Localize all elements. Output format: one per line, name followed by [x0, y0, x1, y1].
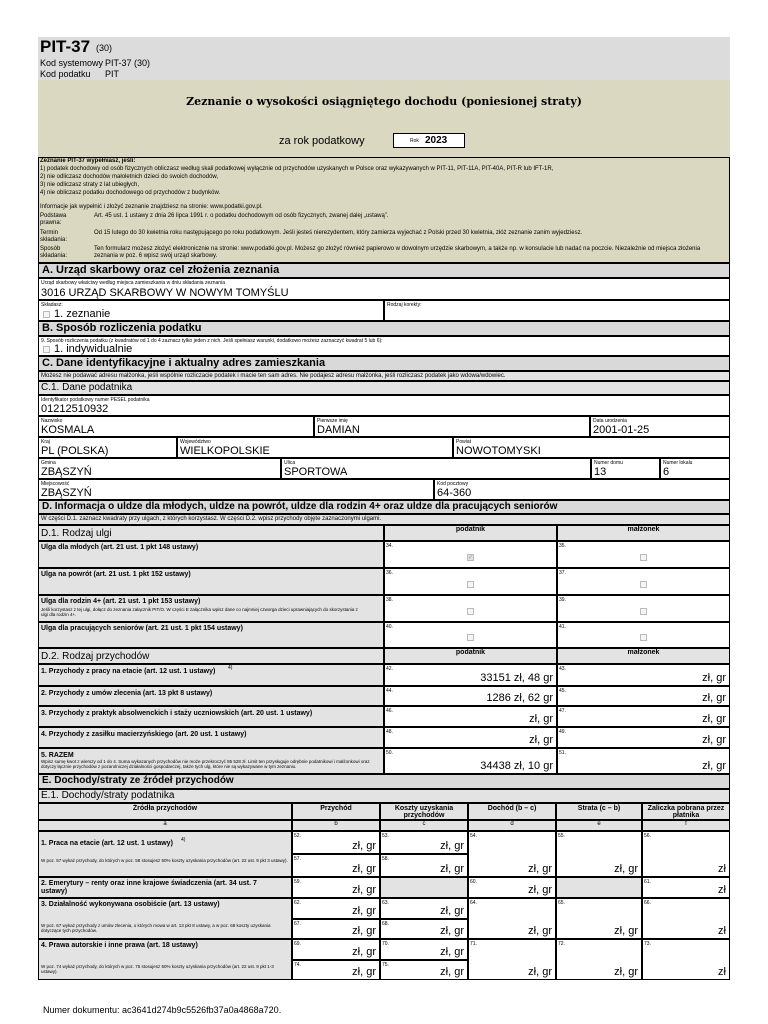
income-label: 1. Przychody z pracy na etacie (art. 12 ust. 1 ustawy) [41, 668, 216, 675]
income-source-cell [38, 898, 292, 939]
field-number: 72. [558, 941, 565, 947]
year-small-label: Rok [410, 138, 419, 144]
tax-office-field[interactable] [38, 278, 730, 300]
method-label: Sposób składania: [40, 246, 68, 259]
commune-label: Gmina [41, 460, 56, 466]
method-text: Ten formularz możesz złożyć elektronicznie na stronie: www.podatki.gov.pl. Możesz go złożyć również papierowo w dowolnym urzędzie skarbowym, a także np. w konsulacie lub nadać na poczcie. Niezależnie od miejsca złożenia zeznania w poz. 6 wpisz swój urząd skarbowy. [94, 246, 701, 259]
intro-info: Informacje jak wypełnić i złożyć zeznanie znajdziesz na stronie: www.podatki.gov.pl. [40, 204, 263, 210]
field-number: 59. [294, 879, 301, 885]
section-c-note: Możesz nie podawać adresu małżonka, jeśli wspólnie rozliczacie podatek i macie ten sam adres. Nie podajesz adresu małżonka, jeśli rozliczasz podatek jako wdowa/wdowiec. [41, 373, 506, 379]
amount-unit: zł, gr [440, 905, 464, 917]
income-label-cell [38, 664, 384, 686]
amount-field[interactable] [642, 831, 730, 877]
relief-sublabel: Jeśli korzystasz z tej ulgi, dołącz do zeznania załącznik PIT/O. W części E załącznika wpisz dane co najmniej czworga dzieci uprawniających do skorzystania z ulgi dla rodzin 4+. [41, 607, 358, 617]
amount-field[interactable] [468, 831, 556, 877]
field-number: 34. [386, 543, 393, 549]
income-source-label: 4. Prawa autorskie i inne prawa (art. 18 ustawy) [41, 942, 198, 949]
settlement-method-field[interactable] [38, 336, 730, 356]
checkbox[interactable] [467, 608, 474, 615]
section-d-note-box [38, 514, 730, 525]
country-label: Kraj [41, 439, 50, 445]
field-number: 52. [294, 833, 301, 839]
table-header-cell: Przychód [292, 803, 380, 820]
amount-unit: zł, gr [614, 966, 638, 978]
amount-field[interactable] [292, 831, 380, 854]
amount-unit: zł [718, 884, 726, 896]
filing-type-field[interactable] [38, 300, 384, 321]
income-source-footnote: 4) [181, 837, 186, 843]
checkbox[interactable] [640, 634, 647, 641]
income-source-label: 2. Emerytury – renty oraz inne krajowe świadczenia (art. 34 ust. 7 ustawy) [41, 880, 257, 895]
table-header-cell: Koszty uzyskania przychodów [380, 803, 468, 820]
firstname-field[interactable] [314, 416, 590, 437]
amount-field[interactable] [642, 898, 730, 939]
table-header-cell: Źródła przychodów [38, 803, 292, 820]
year-box [393, 133, 465, 148]
field-number: 66. [644, 900, 651, 906]
field-number: 40. [386, 624, 393, 630]
relief-label: Ulga dla rodzin 4+ (art. 21 ust. 1 pkt 153 ustawy) [41, 598, 201, 605]
relief-label-cell [38, 568, 384, 595]
amount-field[interactable] [380, 939, 468, 960]
c1-title: C.1. Dane podatnika [38, 381, 730, 395]
table-header-letter: c [380, 820, 468, 831]
amount: zł, gr [529, 713, 553, 725]
table-header-cell: Strata (c – b) [556, 803, 642, 820]
table-header-letter: b [292, 820, 380, 831]
surname-value: KOSMALA [41, 424, 95, 436]
amount-unit: zł, gr [528, 925, 552, 937]
amount-field[interactable] [292, 939, 380, 960]
income-source-cell [38, 877, 292, 898]
d1-col-taxpayer: podatnik [384, 525, 557, 541]
flat-number-label: Numer lokalu [663, 460, 693, 466]
amount-unit: zł [718, 925, 726, 937]
income-label-cell [38, 706, 384, 727]
amount-field[interactable] [292, 919, 380, 939]
intro-line1: 1) podatek dochodowy od osób fizycznych obliczasz według skali podatkowej wyłącznie od przychodów uzyskanych w Polsce oraz wykazywanych w PIT-11, PIT-11A, PIT-40A, PIT-R lub IFT-1R, [40, 166, 554, 172]
amount-field[interactable] [468, 898, 556, 939]
field-number: 58. [382, 856, 389, 862]
field-number: 69. [294, 941, 301, 947]
income-source-sublabel: W poz. 67 wykaż przychody z umów zlecenia, o których mowa w art. 13 pkt 8 ustawy, a w poz. 68 koszty uzyskania dotyczące tych przychodów. [41, 923, 271, 933]
field-number: 39. [559, 597, 566, 603]
amount-unit: zł, gr [352, 863, 376, 875]
income-label: 3. Przychody z praktyk absolwenckich i staży uczniowskich (art. 20 ust. 1 ustawy) [41, 710, 313, 717]
field-number: 51. [559, 750, 566, 756]
document-number: Numer dokumentu: ac3641d274b9c5526fb37a0a4868a720. [43, 1005, 282, 1015]
amount-unit: zł, gr [352, 925, 376, 937]
checkbox[interactable] [467, 581, 474, 588]
commune-field[interactable] [38, 458, 281, 479]
field-number: 63. [382, 900, 389, 906]
field-number: 57. [294, 856, 301, 862]
relief-spouse-checkbox[interactable] [557, 568, 730, 595]
section-c-note-box [38, 371, 730, 381]
intro-box [38, 157, 730, 263]
form-title: Zeznanie o wysokości osiągniętego dochodu (poniesionej straty) [186, 95, 582, 108]
field-number: 36. [386, 570, 393, 576]
income-label-cell [38, 686, 384, 706]
street-label: Ulica [284, 460, 296, 466]
field-number: 43. [559, 666, 566, 672]
tax-code-label: Kod podatku [40, 69, 91, 79]
filing-checkbox[interactable] [43, 311, 50, 318]
d1-col-spouse: małżonek [557, 525, 730, 541]
checkbox[interactable] [640, 581, 647, 588]
amount-field[interactable] [292, 960, 380, 980]
firstname-value: DAMIAN [317, 424, 360, 436]
dob-label: Data urodzenia [593, 418, 627, 424]
field-number: 75. [382, 962, 389, 968]
d2-col-spouse: małżonek [557, 648, 730, 664]
county-value: NOWOTOMYSKI [456, 445, 541, 457]
field-number: 64. [470, 900, 477, 906]
income-source-cell [38, 939, 292, 980]
income-source-sublabel: W poz. 57 wykaż przychody, do których w poz. 58 stosujesz 50% koszty uzyskania przychodów (art. 22 ust. 9 pkt 3 ustawy). [41, 858, 288, 863]
e1-title: E.1. Dochody/straty podatnika [38, 789, 730, 803]
section-c-title: C. Dane identyfikacyjne i aktualny adres zamieszkania [38, 356, 730, 371]
relief-label: Ulga dla pracujących seniorów (art. 21 ust. 1 pkt 154 ustawy) [41, 625, 243, 632]
income-taxpayer-field[interactable] [384, 748, 557, 774]
field-number: 54. [470, 833, 477, 839]
table-header-letter: a [38, 820, 292, 831]
amount-unit: zł, gr [614, 863, 638, 875]
commune-value: ZBĄSZYŃ [41, 466, 92, 478]
amount-field[interactable] [468, 939, 556, 980]
tax-office-label: Urząd skarbowy właściwy według miejsca zamieszkania w dniu składania zeznania [41, 280, 225, 286]
field-number: 46. [386, 708, 393, 714]
relief-spouse-checkbox[interactable] [557, 541, 730, 568]
income-taxpayer-field[interactable] [384, 664, 557, 686]
amount-field [380, 877, 468, 898]
relief-label: Ulga na powrót (art. 21 ust. 1 pkt 152 ustawy) [41, 571, 191, 578]
amount: zł, gr [529, 734, 553, 746]
income-label-cell [38, 727, 384, 748]
settlement-method-label: 9. Sposób rozliczenia podatku (z kwadratów od 1 do 4 zaznacz tylko jeden z nich. Jeśli spełniasz warunki, dodatkowo możesz zaznaczyć kwadrat 5 lub 6): [41, 338, 383, 344]
amount-unit: zł, gr [352, 905, 376, 917]
flat-number-value: 6 [663, 466, 670, 478]
country-field[interactable] [38, 437, 177, 458]
dob-value: 2001-01-25 [593, 424, 650, 436]
street-field[interactable] [281, 458, 591, 479]
amount: zł, gr [702, 734, 726, 746]
income-spouse-field[interactable] [557, 664, 730, 686]
dob-field[interactable] [590, 416, 730, 437]
settlement-checkbox[interactable] [43, 346, 50, 353]
country-value: PL (POLSKA) [41, 445, 109, 457]
pesel-label: Identyfikator podatkowy numer PESEL podatnika [41, 397, 150, 403]
amount-field[interactable] [642, 877, 730, 898]
field-number: 70. [382, 941, 389, 947]
county-field[interactable] [453, 437, 730, 458]
filing-type-value: 1. zeznanie [54, 308, 111, 320]
field-number: 62. [294, 900, 301, 906]
d1-title: D.1. Rodzaj ulgi [38, 525, 384, 541]
amount: 34438 zł, 10 gr [480, 760, 553, 772]
amount-unit: zł, gr [440, 946, 464, 958]
d2-title: D.2. Rodzaj przychodów [38, 648, 384, 664]
relief-spouse-checkbox[interactable] [557, 595, 730, 622]
field-number: 41. [559, 624, 566, 630]
income-source-label: 1. Praca na etacie (art. 12 ust. 1 ustawy) [41, 840, 173, 847]
house-number-label: Numer domu [594, 460, 623, 466]
amount: zł, gr [702, 692, 726, 704]
tax-code: PIT [105, 69, 120, 79]
voivodeship-field[interactable] [177, 437, 453, 458]
field-number: 74. [294, 962, 301, 968]
amount: 1286 zł, 62 gr [486, 692, 553, 704]
income-spouse-field[interactable] [557, 748, 730, 774]
tax-office-value: 3016 URZĄD SKARBOWY W NOWYM TOMYŚLU [41, 287, 289, 299]
form-variant: (30) [96, 43, 113, 53]
section-d-note: W części D.1. zaznacz kwadraty przy ulgach, z których korzystasz. W części D.2. wpisz przychody objęte zaznaczonymi ulgami. [41, 516, 382, 522]
street-value: SPORTOWA [284, 466, 348, 478]
field-number: 60. [470, 879, 477, 885]
amount-unit: zł, gr [352, 946, 376, 958]
correction-type-label: Rodzaj korekty: [387, 302, 422, 308]
amount-unit: zł, gr [352, 884, 376, 896]
amount-unit: zł [718, 863, 726, 875]
amount-field [556, 877, 642, 898]
amount-unit: zł, gr [352, 966, 376, 978]
relief-taxpayer-checkbox[interactable] [384, 541, 557, 568]
amount-field[interactable] [556, 898, 642, 939]
postal-code-label: Kod pocztowy [437, 481, 469, 487]
amount-field[interactable] [556, 939, 642, 980]
field-number: 55. [558, 833, 565, 839]
income-label: 5. RAZEM [41, 752, 74, 759]
pesel-field[interactable] [38, 395, 730, 416]
table-header-letter: e [556, 820, 642, 831]
income-spouse-field[interactable] [557, 727, 730, 748]
section-e-title: E. Dochody/straty ze źródeł przychodów [38, 774, 730, 789]
relief-spouse-checkbox[interactable] [557, 622, 730, 648]
amount-unit: zł, gr [528, 884, 552, 896]
deadline-text: Od 15 lutego do 30 kwietnia roku następującego po roku podatkowym. Jeśli jesteś nierezydentem, który zamierza wyjechać z Polski przed 30 kwietnia, złóż zeznanie zanim wyjedziesz. [94, 230, 583, 236]
field-number: 37. [559, 570, 566, 576]
field-number: 67. [294, 921, 301, 927]
city-value: ZBĄSZYŃ [41, 487, 92, 499]
income-taxpayer-field[interactable] [384, 727, 557, 748]
filing-type-label: Składasz: [41, 302, 63, 308]
amount-unit: zł, gr [440, 863, 464, 875]
legal-label: Podstawa prawna: [40, 213, 67, 226]
amount-unit: zł, gr [528, 966, 552, 978]
field-number: 71. [470, 941, 477, 947]
relief-label-cell [38, 595, 384, 622]
d2-col-taxpayer: podatnik [384, 648, 557, 664]
checkbox[interactable] [467, 634, 474, 641]
checkbox[interactable] [640, 608, 647, 615]
checkbox[interactable] [640, 554, 647, 561]
amount-field[interactable] [556, 831, 642, 877]
deadline-label: Termin składania: [40, 230, 68, 243]
city-label: Miejscowość [41, 481, 70, 487]
amount-field[interactable] [380, 960, 468, 980]
postal-code-value: 64-360 [437, 487, 472, 499]
settlement-method-value: 1. indywidualnie [54, 343, 133, 355]
correction-type-field[interactable] [384, 300, 730, 321]
income-source-sublabel: W poz. 74 wykaż przychody, do których w poz. 75 stosujesz 50% koszty uzyskania przychodów (art. 22 ust. 9 pkt 1-3 ustawy). [41, 964, 274, 974]
relief-taxpayer-checkbox[interactable] [384, 595, 557, 622]
income-sublabel: Wpisz sumę kwot z wierszy od 1 do 4. Suma wykazanych przychodów nie może przekroczyć 85 528 zł. Limit ten przysługuje odrębnie podatnikowi i małżonkowi oraz dotyczy łącznie przychodów z pozarolniczej działalności gospodarczej, także tych ulg, które nie są wykazywane w tym zeznaniu. [41, 759, 370, 769]
income-taxpayer-field[interactable] [384, 706, 557, 727]
amount-unit: zł, gr [528, 863, 552, 875]
field-number: 42. [386, 666, 393, 672]
amount-field[interactable] [642, 939, 730, 980]
legal-text: Art. 45 ust. 1 ustawy z dnia 26 lipca 1991 r. o podatku dochodowym od osób fizycznych, zwanej dalej „ustawą”. [94, 213, 389, 219]
amount-field[interactable] [380, 831, 468, 854]
relief-label: Ulga dla młodych (art. 21 ust. 1 pkt 148 ustawy) [41, 544, 199, 551]
table-header-letter: d [468, 820, 556, 831]
firstname-label: Pierwsze imię [317, 418, 348, 424]
city-field[interactable] [38, 479, 434, 500]
amount-field[interactable] [292, 877, 380, 898]
income-spouse-field[interactable] [557, 706, 730, 727]
pesel-value: 01212510932 [41, 403, 109, 415]
field-number: 65. [558, 900, 565, 906]
system-code: PIT-37 (30) [105, 58, 151, 68]
system-code-label: Kod systemowy [40, 58, 104, 68]
income-footnote: 4) [228, 665, 233, 671]
section-d-title: D. Informacja o uldze dla młodych, uldze na powrót, uldze dla rodzin 4+ oraz uldze dla pracujących seniorów [38, 500, 730, 514]
amount: zł, gr [702, 672, 726, 684]
form-code: PIT-37 [40, 37, 91, 56]
amount-unit: zł, gr [440, 840, 464, 852]
field-number: 53. [382, 833, 389, 839]
amount-field[interactable] [468, 877, 556, 898]
field-number: 56. [644, 833, 651, 839]
amount-unit: zł, gr [352, 840, 376, 852]
year-label: za rok podatkowy [279, 135, 365, 147]
income-label: 2. Przychody z umów zlecenia (art. 13 pkt 8 ustawy) [41, 690, 213, 697]
income-source-cell [38, 831, 292, 877]
table-header-cell: Dochód (b – c) [468, 803, 556, 820]
field-number: 73. [644, 941, 651, 947]
voivodeship-value: WIELKOPOLSKIE [180, 445, 270, 457]
flat-number-field[interactable] [660, 458, 730, 479]
amount-field[interactable] [292, 854, 380, 877]
table-header-letter: f [642, 820, 730, 831]
amount-field[interactable] [292, 898, 380, 919]
county-label: Powiat [456, 439, 472, 445]
relief-label-cell [38, 622, 384, 648]
section-b-title: B. Sposób rozliczenia podatku [38, 321, 730, 336]
tax-year: 2023 [425, 135, 448, 146]
house-number-field[interactable] [591, 458, 660, 479]
checkbox[interactable]: ✓ [468, 555, 474, 561]
amount-field[interactable] [380, 854, 468, 877]
section-a-title: A. Urząd skarbowy oraz cel złożenia zeznania [38, 263, 730, 278]
field-number: 35. [559, 543, 566, 549]
relief-taxpayer-checkbox[interactable] [384, 622, 557, 648]
intro-line0: Zeznanie PIT-37 wypełniasz, jeśli: [40, 158, 136, 164]
amount-unit: zł, gr [440, 925, 464, 937]
amount-field[interactable] [380, 919, 468, 939]
field-number: 38. [386, 597, 393, 603]
income-source-label: 3. Działalność wykonywana osobiście (art. 13 ustawy) [41, 901, 220, 908]
amount: zł, gr [702, 713, 726, 725]
field-number: 68. [382, 921, 389, 927]
field-number: 45. [559, 688, 566, 694]
surname-field[interactable] [38, 416, 314, 437]
surname-label: Nazwisko [41, 418, 63, 424]
postal-code-field[interactable] [434, 479, 730, 500]
field-number: 48. [386, 729, 393, 735]
relief-label-cell [38, 541, 384, 568]
table-header-cell: Zaliczka pobrana przez płatnika [642, 803, 730, 820]
intro-line4: 4) nie obliczasz podatku dochodowego od przychodów z budynków. [40, 190, 221, 196]
amount: 33151 zł, 48 gr [480, 672, 553, 684]
income-taxpayer-field[interactable] [384, 686, 557, 706]
amount-unit: zł [718, 966, 726, 978]
amount-field[interactable] [380, 898, 468, 919]
house-number-value: 13 [594, 466, 607, 478]
intro-line3: 3) nie odliczasz straty z lat ubiegłych, [40, 182, 140, 188]
field-number: 49. [559, 729, 566, 735]
intro-line2: 2) nie odliczasz dochodów małoletnich dzieci do swoich dochodów, [40, 174, 219, 180]
income-label: 4. Przychody z zasiłku macierzyńskiego (art. 20 ust. 1 ustawy) [41, 731, 247, 738]
amount: zł, gr [702, 760, 726, 772]
field-number: 61. [644, 879, 651, 885]
field-number: 44. [386, 688, 393, 694]
relief-taxpayer-checkbox[interactable] [384, 568, 557, 595]
amount-unit: zł, gr [440, 966, 464, 978]
amount-unit: zł, gr [614, 925, 638, 937]
income-label-cell [38, 748, 384, 774]
voivodeship-label: Województwo [180, 439, 211, 445]
form-header [38, 37, 730, 80]
income-spouse-field[interactable] [557, 686, 730, 706]
field-number: 47. [559, 708, 566, 714]
field-number: 50. [386, 750, 393, 756]
